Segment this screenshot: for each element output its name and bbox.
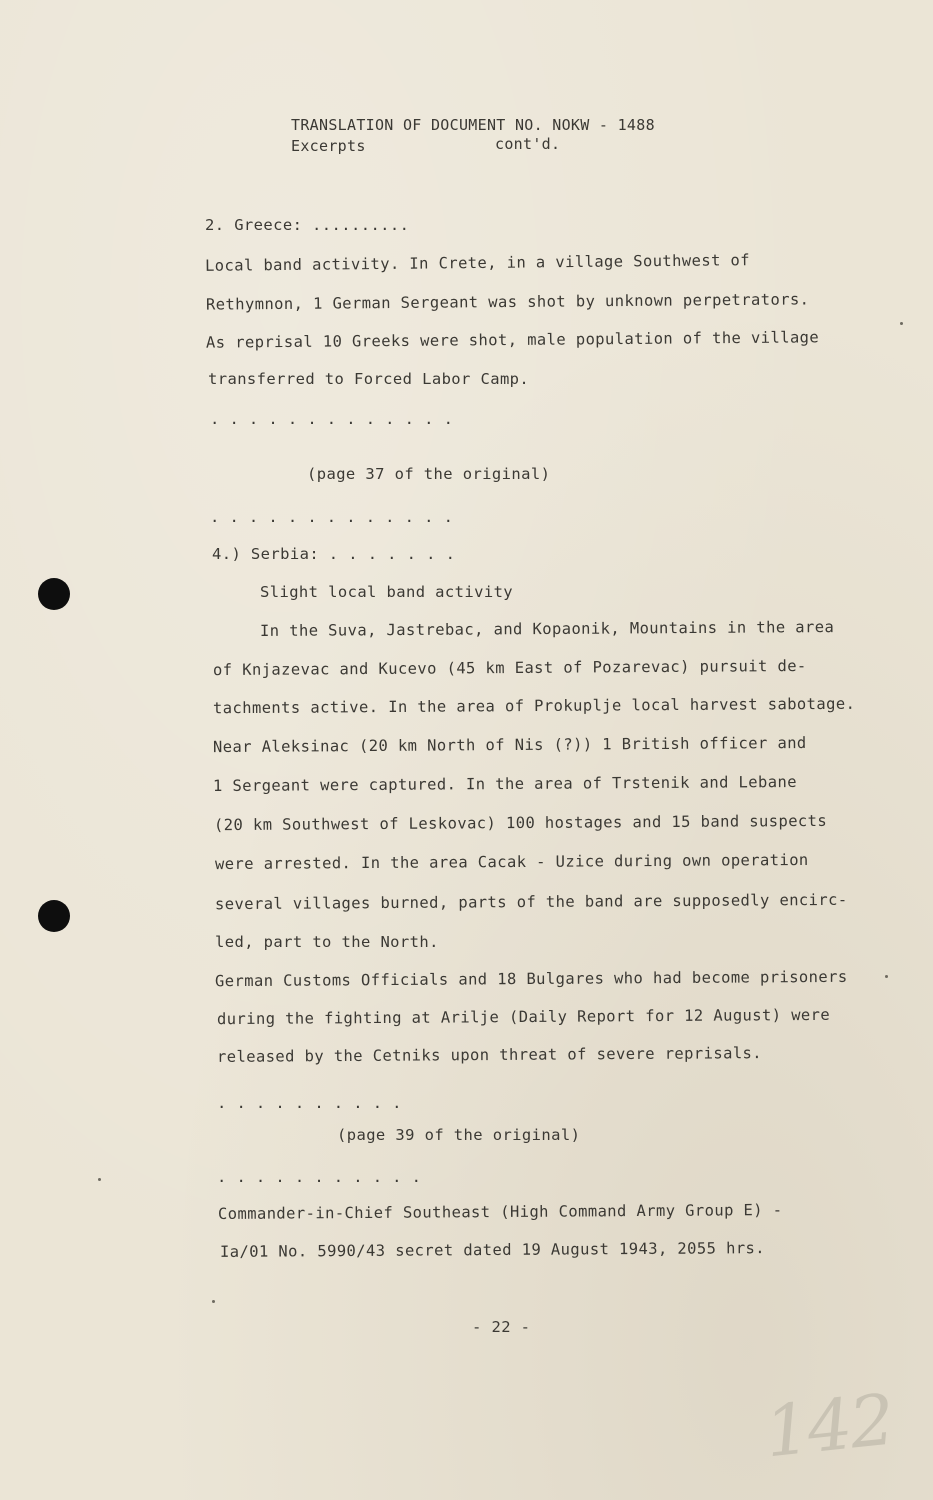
page-number: - 22 - (472, 1318, 531, 1336)
page-reference: (page 39 of the original) (337, 1126, 581, 1144)
serbia-line: (20 km Southwest of Leskovac) 100 hostages and 15 band suspects (213, 811, 828, 835)
serbia-line: led, part to the North. (215, 933, 439, 951)
paper-speck (885, 975, 888, 978)
serbia-line: tachments active. In the area of Prokuplje local harvest sabotage. (212, 694, 856, 718)
paper-speck (900, 322, 903, 325)
excerpts-label: Excerpts (291, 137, 366, 155)
ellipsis-separator: . . . . . . . . . . (217, 1094, 402, 1112)
serbia-subheading: Slight local band activity (260, 583, 514, 601)
serbia-line: In the Suva, Jastrebac, and Kopaonik, Mountains in the area (259, 617, 835, 641)
handwritten-page-number: 142 (761, 1378, 897, 1474)
page-reference: (page 37 of the original) (307, 465, 551, 483)
closing-line: Ia/01 No. 5990/43 secret dated 19 August 1943, 2055 hrs. (219, 1239, 766, 1261)
serbia-line: 1 Sergeant were captured. In the area of Trstenik and Lebane (212, 772, 797, 796)
ellipsis-separator: . . . . . . . . . . . . . (210, 410, 454, 428)
ellipsis-separator: . . . . . . . . . . . (217, 1168, 422, 1186)
serbia-line: several villages burned, parts of the band are supposedly encirc- (214, 890, 848, 914)
serbia-line: German Customs Officials and 18 Bulgares who had become prisoners (214, 967, 848, 991)
greece-heading: 2. Greece: .......... (205, 216, 410, 234)
paper-speck (98, 1178, 101, 1181)
punch-hole (38, 900, 70, 932)
punch-hole (38, 578, 70, 610)
ellipsis-separator: . . . . . . . . . . . . . (210, 508, 454, 526)
serbia-line: were arrested. In the area Cacak - Uzice during own operation (214, 850, 809, 874)
greece-line: Rethymnon, 1 German Sergeant was shot by unknown perpetrators. (205, 290, 810, 314)
serbia-line: Near Aleksinac (20 km North of Nis (?)) 1 British officer and (212, 733, 807, 757)
document-title: TRANSLATION OF DOCUMENT NO. NOKW - 1488 (291, 116, 655, 134)
contd-label: cont'd. (495, 135, 561, 153)
serbia-line: of Knjazevac and Kucevo (45 km East of Pozarevac) pursuit de- (212, 656, 807, 680)
closing-line: Commander-in-Chief Southeast (High Command Army Group E) - (217, 1201, 783, 1223)
serbia-line: released by the Cetniks upon threat of severe reprisals. (216, 1044, 763, 1066)
greece-line: As reprisal 10 Greeks were shot, male population of the village (205, 328, 820, 352)
greece-line: transferred to Forced Labor Camp. (208, 370, 530, 388)
serbia-line: during the fighting at Arilje (Daily Report for 12 August) were (216, 1005, 831, 1029)
serbia-heading: 4.) Serbia: . . . . . . . (212, 545, 456, 563)
paper-speck (212, 1300, 215, 1303)
greece-line: Local band activity. In Crete, in a village Southwest of (204, 251, 751, 275)
